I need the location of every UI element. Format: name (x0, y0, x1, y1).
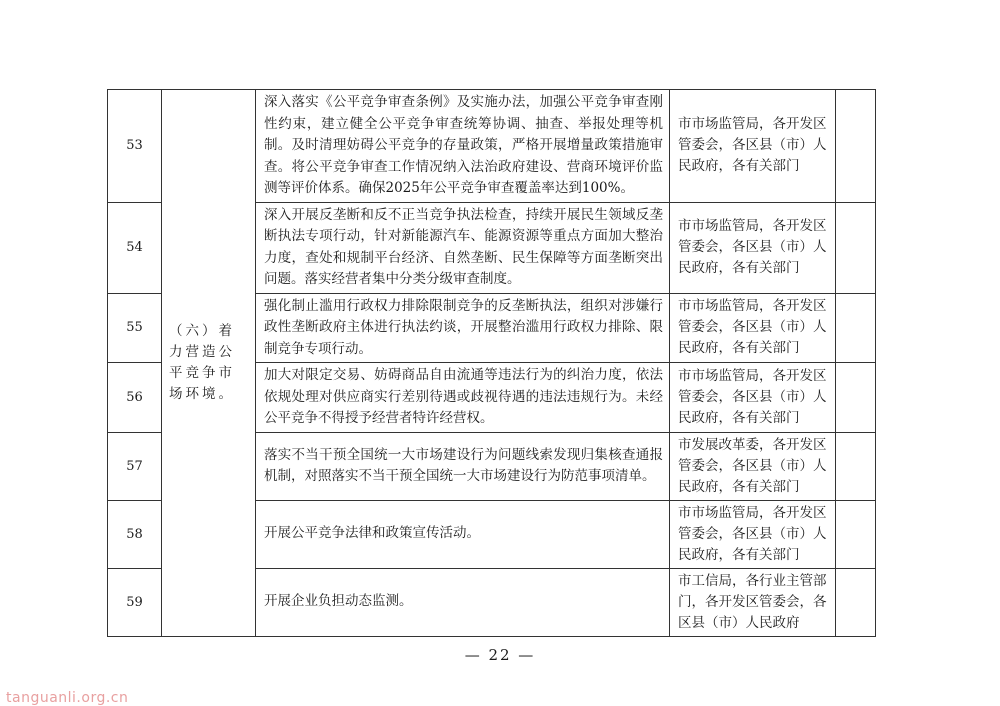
policy-table (107, 89, 876, 637)
task-cell: 开展公平竞争法律和政策宣传活动。 (256, 500, 670, 568)
row-number: 54 (108, 202, 162, 293)
row-number: 56 (108, 363, 162, 433)
dept-cell: 市工信局，各行业主管部门，各开发区管委会，各区县（市）人民政府 (670, 568, 836, 636)
task-cell: 加大对限定交易、妨碍商品自由流通等违法行为的纠治力度，依法依规处理对供应商实行差别待遇或歧视待遇的违法违规行为。未经公平竞争不得授予经营者特许经营权。 (256, 363, 670, 433)
dept-cell: 市市场监管局，各开发区管委会，各区县（市）人民政府，各有关部门 (670, 363, 836, 433)
task-cell: 强化制止滥用行政权力排除限制竞争的反垄断执法，组织对涉嫌行政性垄断政府主体进行执法约谈，开展整治滥用行政权力排除、限制竞争专项行动。 (256, 293, 670, 363)
watermark: tanguanli.org.cn (6, 690, 129, 706)
row-number: 53 (108, 90, 162, 203)
note-cell (836, 90, 876, 203)
note-cell (836, 500, 876, 568)
note-cell (836, 202, 876, 293)
row-number: 58 (108, 500, 162, 568)
task-cell: 深入落实《公平竞争审查条例》及实施办法，加强公平竞争审查刚性约束，建立健全公平竞争审查统筹协调、抽查、举报处理等机制。及时清理妨碍公平竞争的存量政策，严格开展增量政策措施审查。将公平竞争审查工作情况纳入法治政府建设、营商环境评价监测等评价体系。确保2025年公平竞争审查覆盖率达到100%。 (256, 90, 670, 203)
note-cell (836, 568, 876, 636)
note-cell (836, 363, 876, 433)
row-number: 57 (108, 432, 162, 500)
note-cell (836, 293, 876, 363)
task-cell: 深入开展反垄断和反不正当竞争执法检查，持续开展民生领域反垄断执法专项行动，针对新能源汽车、能源资源等重点方面加大整治力度，查处和规制平台经济、自然垄断、民生保障等方面垄断突出问题。落实经营者集中分类分级审查制度。 (256, 202, 670, 293)
note-cell (836, 432, 876, 500)
dept-cell: 市市场监管局，各开发区管委会，各区县（市）人民政府，各有关部门 (670, 90, 836, 203)
dept-cell: 市市场监管局，各开发区管委会，各区县（市）人民政府，各有关部门 (670, 293, 836, 363)
task-cell: 落实不当干预全国统一大市场建设行为问题线索发现归集核查通报机制，对照落实不当干预全国统一大市场建设行为防范事项清单。 (256, 432, 670, 500)
row-number: 55 (108, 293, 162, 363)
dept-cell: 市市场监管局，各开发区管委会，各区县（市）人民政府，各有关部门 (670, 202, 836, 293)
page-number: — 22 — (464, 646, 536, 664)
dept-cell: 市市场监管局，各开发区管委会，各区县（市）人民政府，各有关部门 (670, 500, 836, 568)
task-cell: 开展企业负担动态监测。 (256, 568, 670, 636)
row-number: 59 (108, 568, 162, 636)
dept-cell: 市发展改革委，各开发区管委会，各区县（市）人民政府，各有关部门 (670, 432, 836, 500)
table-row (108, 90, 876, 203)
category-cell: （六）着力营造公平竞争市场环境。 (162, 90, 256, 637)
